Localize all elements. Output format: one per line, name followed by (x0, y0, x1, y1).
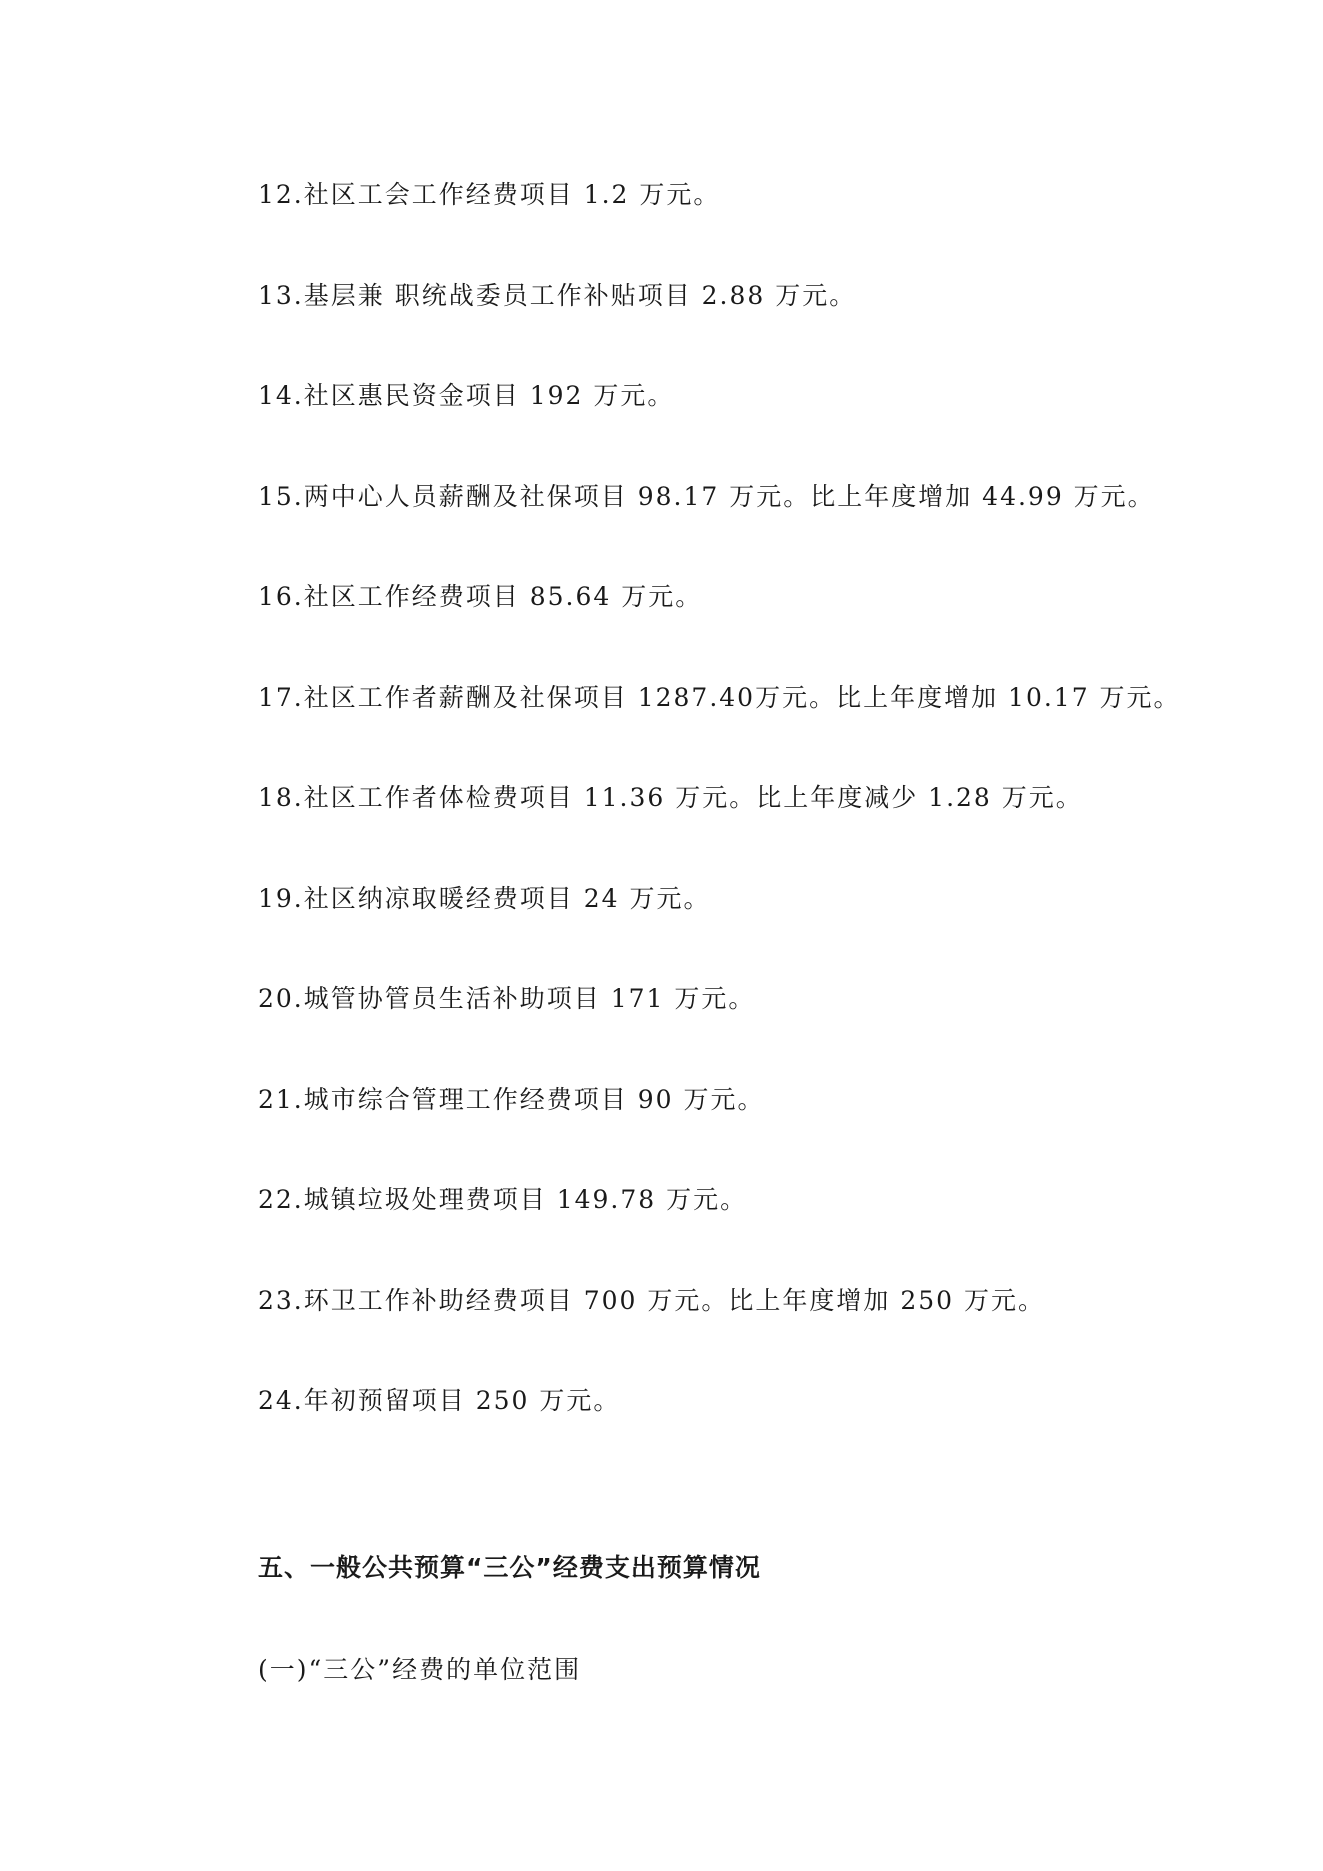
list-item-20: 20.城管协管员生活补助项目 171 万元。 (258, 984, 756, 1013)
list-item-18: 18.社区工作者体检费项目 11.36 万元。比上年度减少 1.28 万元。 (258, 783, 1083, 812)
list-item-21: 21.城市综合管理工作经费项目 90 万元。 (258, 1085, 765, 1114)
list-item-14: 14.社区惠民资金项目 192 万元。 (258, 381, 675, 410)
list-item-23: 23.环卫工作补助经费项目 700 万元。比上年度增加 250 万元。 (258, 1286, 1045, 1315)
subsection-heading: (一)“三公”经费的单位范围 (258, 1655, 582, 1684)
list-item-22: 22.城镇垃圾处理费项目 149.78 万元。 (258, 1185, 748, 1214)
list-item-12: 12.社区工会工作经费项目 1.2 万元。 (258, 180, 721, 209)
list-item-24: 24.年初预留项目 250 万元。 (258, 1386, 621, 1415)
list-item-17: 17.社区工作者薪酬及社保项目 1287.40万元。比上年度增加 10.17 万元。 (258, 683, 1181, 712)
section-heading: 五、一般公共预算“三公”经费支出预算情况 (258, 1553, 761, 1582)
list-item-13: 13.基层兼 职统战委员工作补贴项目 2.88 万元。 (258, 281, 857, 310)
list-item-15: 15.两中心人员薪酬及社保项目 98.17 万元。比上年度增加 44.99 万元。 (258, 482, 1155, 511)
list-item-19: 19.社区纳凉取暖经费项目 24 万元。 (258, 884, 711, 913)
list-item-16: 16.社区工作经费项目 85.64 万元。 (258, 582, 703, 611)
